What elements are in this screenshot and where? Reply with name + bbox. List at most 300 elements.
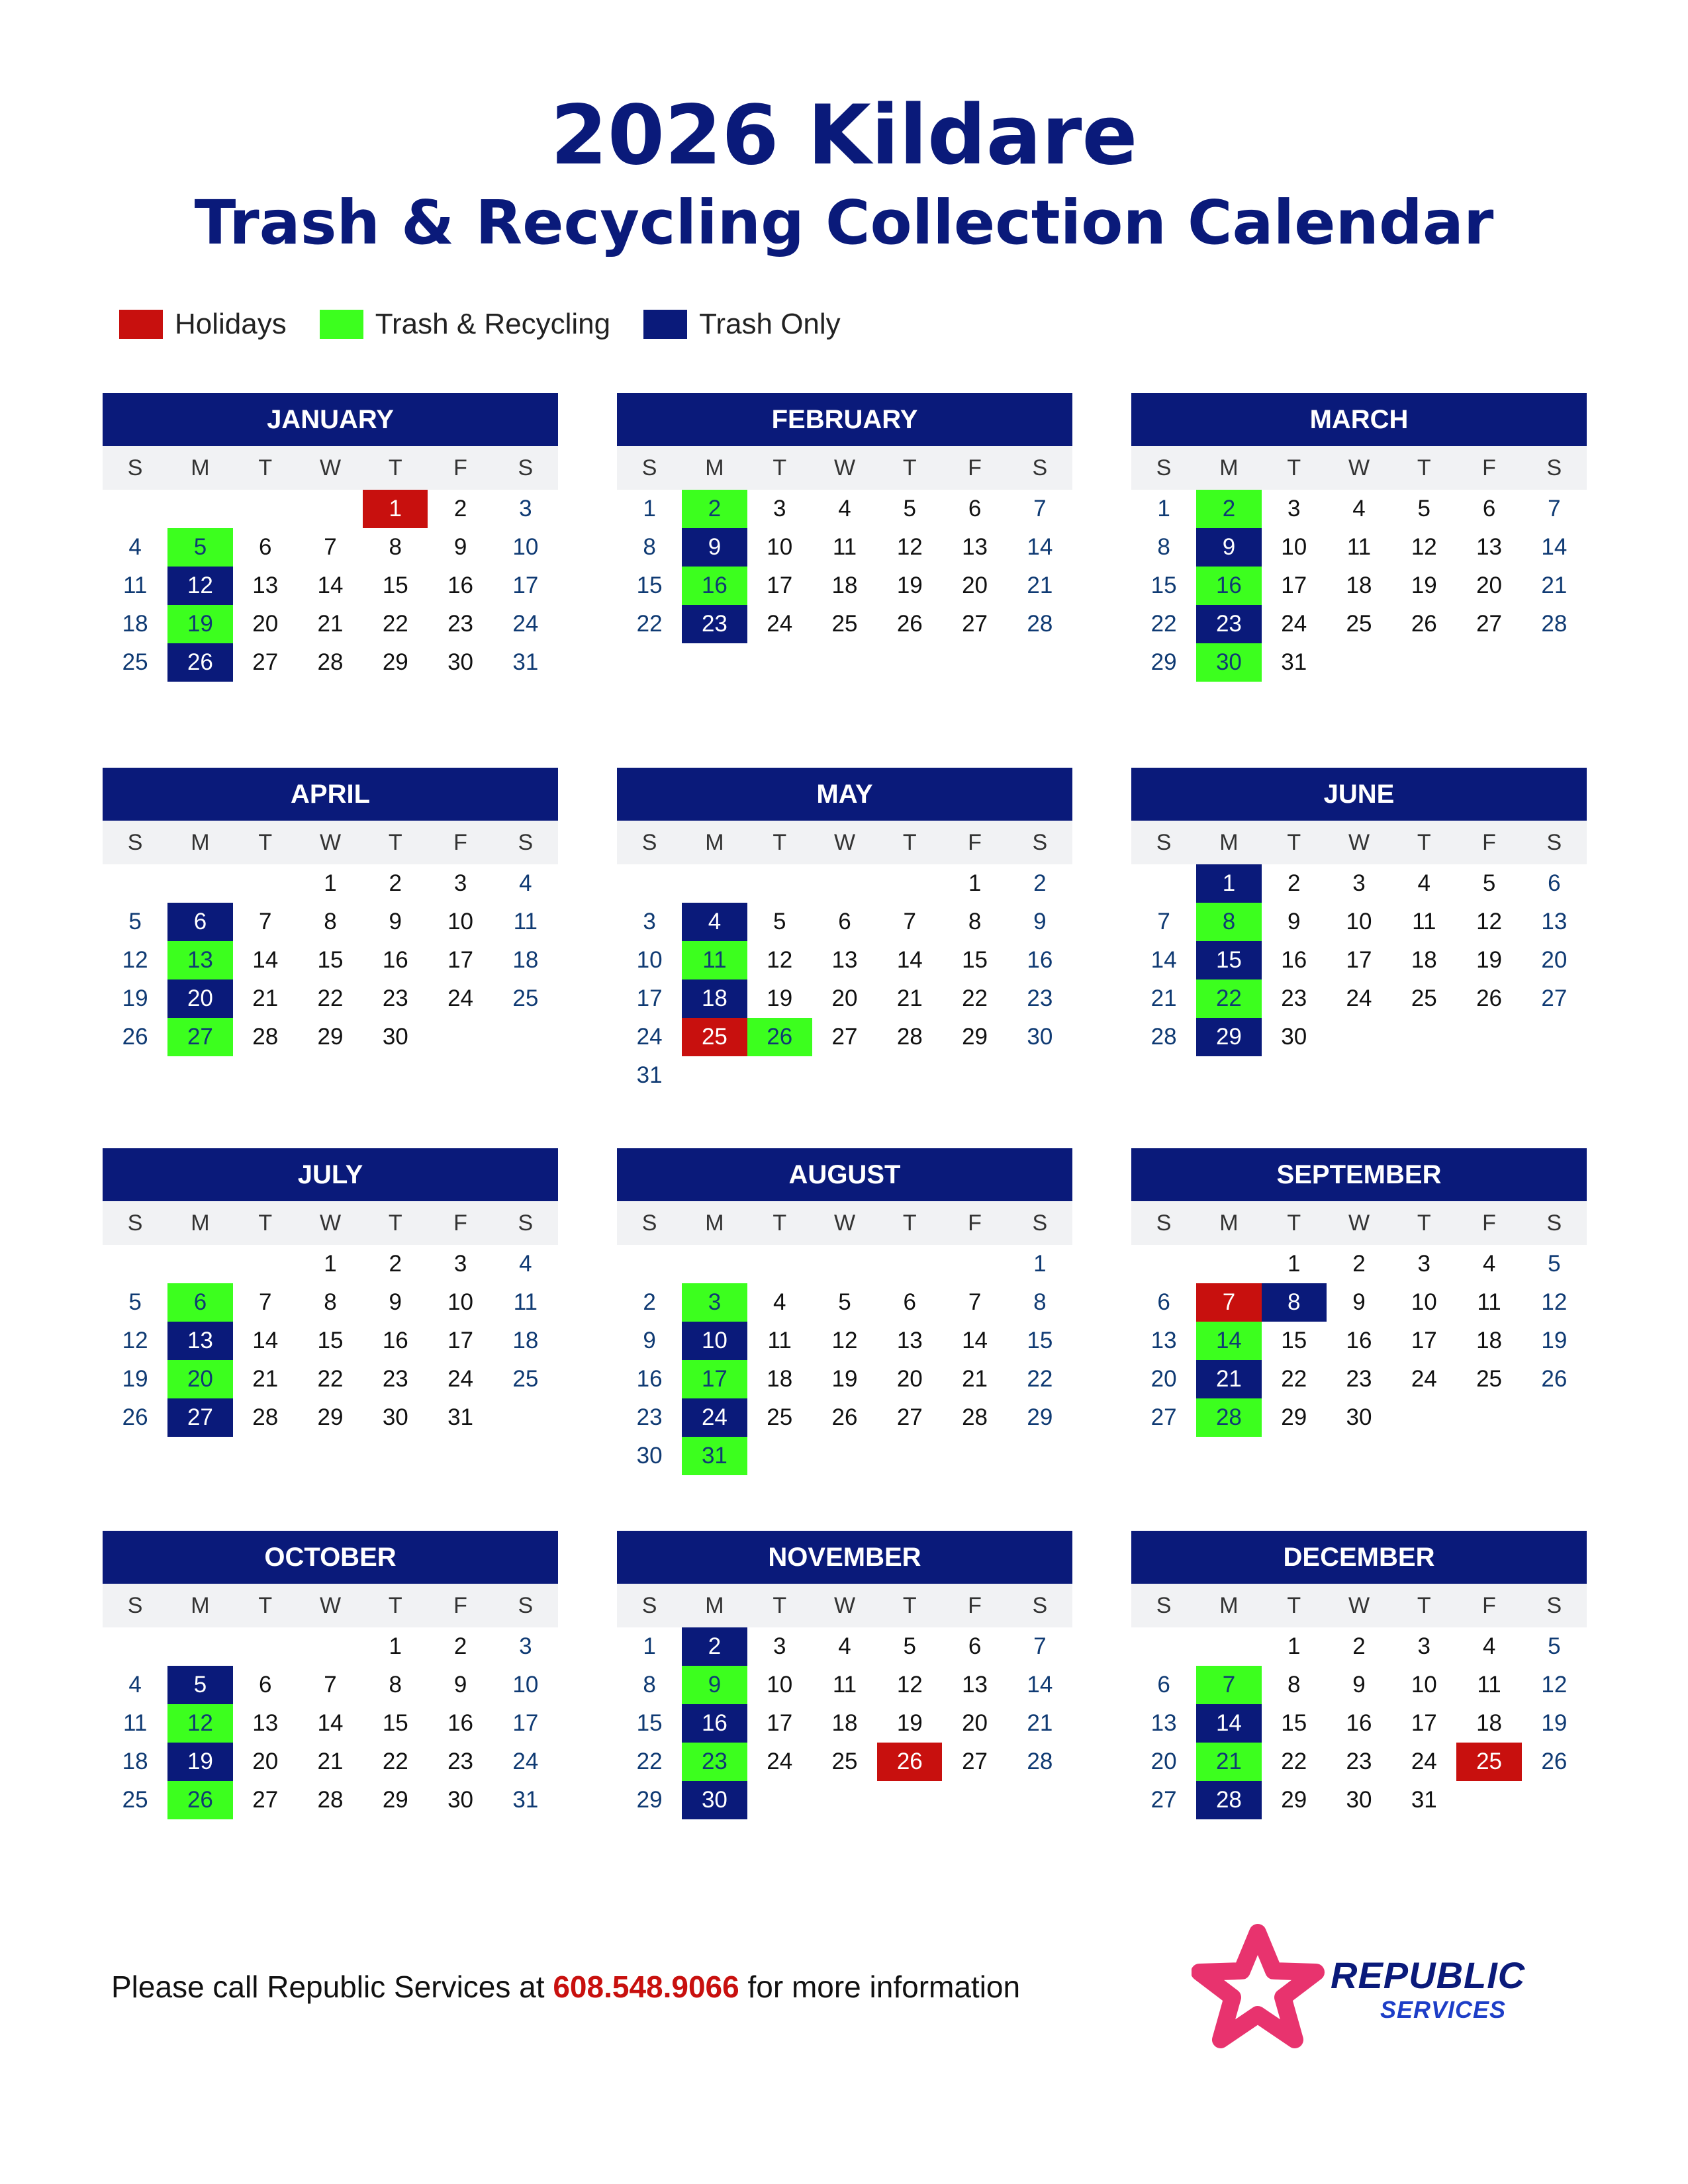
- empty-cell: [298, 490, 363, 528]
- weekday-label: T: [388, 455, 402, 480]
- day-cell-regular: 15: [636, 572, 663, 598]
- day-cell-regular: 13: [896, 1328, 923, 1353]
- weekday-label: M: [191, 1593, 210, 1618]
- weekday-label: T: [1287, 1593, 1301, 1618]
- day-cell-regular: 4: [519, 1251, 532, 1277]
- month-august: [617, 1148, 1072, 1475]
- day-cell-regular: 2: [389, 1251, 402, 1277]
- day-cell-regular: 30: [447, 1787, 474, 1813]
- day-cell-regular: 20: [962, 1710, 988, 1736]
- day-cell-holiday: 7: [1196, 1283, 1261, 1322]
- day-cell-trash-only: 14: [1196, 1704, 1261, 1743]
- day-cell-regular: 10: [1281, 534, 1307, 560]
- day-cell-regular: 28: [1027, 611, 1053, 637]
- day-cell-regular: 13: [962, 1672, 988, 1698]
- day-cell-regular: 9: [453, 534, 467, 560]
- day-cell-regular: 9: [389, 1289, 402, 1315]
- weekday-label: W: [1348, 1593, 1370, 1618]
- weekday-label: S: [1156, 1593, 1172, 1618]
- day-cell-regular: 11: [513, 1289, 538, 1315]
- day-cell-trash-only: 10: [682, 1322, 747, 1360]
- footer-suffix: for more information: [739, 1970, 1021, 2004]
- weekday-label: T: [1417, 1210, 1431, 1236]
- weekday-header: [617, 821, 1072, 864]
- day-cell-regular: 10: [512, 1672, 539, 1698]
- day-cell-regular: 16: [447, 1710, 474, 1736]
- day-cell-regular: 3: [1417, 1633, 1431, 1659]
- day-cell-regular: 2: [1352, 1633, 1366, 1659]
- day-cell-regular: 22: [1281, 1366, 1307, 1392]
- weekday-label: F: [968, 455, 982, 480]
- month-april: [103, 768, 558, 1056]
- legend-label-holidays: Holidays: [175, 308, 287, 340]
- month-march: [1131, 393, 1587, 682]
- weekday-label: S: [1032, 1593, 1048, 1618]
- day-cell-regular: 12: [1476, 909, 1503, 934]
- month-january: [103, 393, 558, 682]
- weekday-label: T: [1287, 1210, 1301, 1236]
- day-cell-regular: 15: [636, 1710, 663, 1736]
- day-cell-regular: 19: [896, 1710, 923, 1736]
- day-cell-regular: 18: [1346, 572, 1372, 598]
- day-cell-regular: 18: [512, 947, 539, 973]
- day-cell-regular: 15: [962, 947, 988, 973]
- day-cell-regular: 3: [1352, 870, 1366, 896]
- day-cell-regular: 30: [1027, 1024, 1053, 1050]
- day-cell-regular: 26: [1541, 1749, 1568, 1774]
- day-cell-regular: 18: [122, 1749, 148, 1774]
- day-cell-regular: 1: [1287, 1251, 1301, 1277]
- day-cell-regular: 11: [122, 1710, 148, 1736]
- weekday-label: S: [518, 455, 534, 480]
- footer-note: [111, 1969, 1020, 2005]
- day-cell-regular: 25: [512, 985, 539, 1011]
- day-cell-regular: 14: [1027, 534, 1053, 560]
- month-july: [103, 1148, 558, 1437]
- day-cell-regular: 4: [838, 1633, 851, 1659]
- day-cell-regular: 18: [1411, 947, 1437, 973]
- day-cell-regular: 20: [252, 611, 279, 637]
- day-cell-regular: 2: [1352, 1251, 1366, 1277]
- day-cell-regular: 14: [962, 1328, 988, 1353]
- day-cell-regular: 22: [962, 985, 988, 1011]
- empty-cell: [617, 1245, 682, 1283]
- day-cell-regular: 27: [1541, 985, 1568, 1011]
- day-cell-trash-recycling: 23: [682, 1743, 747, 1781]
- day-cell-regular: 27: [1150, 1404, 1177, 1430]
- day-cell-regular: 6: [838, 909, 851, 934]
- day-cell-regular: 5: [128, 1289, 142, 1315]
- empty-cell: [103, 1245, 167, 1283]
- weekday-label: S: [1032, 455, 1048, 480]
- weekday-header: [103, 821, 558, 864]
- day-cell-regular: 27: [962, 611, 988, 637]
- day-cell-regular: 7: [1033, 1633, 1047, 1659]
- day-cell-trash-only: 26: [167, 643, 232, 682]
- day-cell-regular: 17: [447, 947, 474, 973]
- day-cell-regular: 13: [962, 534, 988, 560]
- day-cell-regular: 19: [896, 572, 923, 598]
- day-cell-regular: 19: [767, 985, 793, 1011]
- day-cell-trash-recycling: 3: [682, 1283, 747, 1322]
- day-cell-regular: 19: [1541, 1710, 1568, 1736]
- day-cell-regular: 15: [1281, 1710, 1307, 1736]
- day-cell-regular: 7: [258, 1289, 272, 1315]
- day-cell-regular: 17: [512, 1710, 539, 1736]
- empty-cell: [877, 1245, 942, 1283]
- weekday-label: W: [1348, 455, 1370, 480]
- day-cell-regular: 19: [831, 1366, 858, 1392]
- day-cell-regular: 14: [896, 947, 923, 973]
- day-cell-trash-only: 19: [167, 1743, 232, 1781]
- weekday-label: F: [1482, 830, 1496, 855]
- day-cell-regular: 31: [1281, 649, 1307, 675]
- day-cell-regular: 6: [1482, 496, 1496, 522]
- day-cell-regular: 10: [512, 534, 539, 560]
- day-grid: [103, 1245, 558, 1437]
- legend-item-trash-only: [643, 308, 841, 341]
- day-cell-regular: 7: [1157, 909, 1170, 934]
- month-title: OCTOBER: [103, 1531, 558, 1584]
- page-subtitle: Trash & Recycling Collection Calendar: [194, 187, 1494, 258]
- day-cell-regular: 8: [643, 1672, 656, 1698]
- weekday-label: S: [1546, 830, 1562, 855]
- weekday-label: T: [258, 1210, 273, 1236]
- day-cell-trash-recycling: 17: [682, 1360, 747, 1398]
- legend-label-trash-recycling: Trash & Recycling: [375, 308, 611, 340]
- legend: [119, 304, 874, 344]
- day-cell-regular: 11: [1477, 1672, 1501, 1698]
- day-cell-trash-recycling: 27: [167, 1018, 232, 1056]
- day-cell-regular: 18: [831, 572, 858, 598]
- day-cell-regular: 20: [962, 572, 988, 598]
- day-cell-regular: 9: [1352, 1289, 1366, 1315]
- day-cell-regular: 1: [968, 870, 982, 896]
- page-title: 2026 Kildare: [550, 88, 1138, 183]
- day-cell-regular: 13: [252, 1710, 279, 1736]
- day-cell-regular: 25: [1411, 985, 1437, 1011]
- day-cell-regular: 26: [122, 1404, 148, 1430]
- day-cell-regular: 30: [1281, 1024, 1307, 1050]
- day-cell-regular: 8: [968, 909, 982, 934]
- day-cell-regular: 20: [252, 1749, 279, 1774]
- empty-cell: [298, 1627, 363, 1666]
- day-cell-regular: 18: [1476, 1710, 1503, 1736]
- day-cell-trash-only: 28: [1196, 1781, 1261, 1819]
- day-cell-regular: 22: [317, 1366, 344, 1392]
- day-cell-regular: 8: [1157, 534, 1170, 560]
- day-cell-regular: 27: [252, 649, 279, 675]
- weekday-label: T: [1417, 1593, 1431, 1618]
- day-cell-regular: 12: [896, 1672, 923, 1698]
- weekday-label: S: [1032, 1210, 1048, 1236]
- legend-item-holidays: [119, 308, 287, 341]
- weekday-label: S: [518, 1593, 534, 1618]
- empty-cell: [167, 864, 232, 903]
- day-cell-regular: 6: [258, 534, 272, 560]
- day-cell-regular: 2: [389, 870, 402, 896]
- day-cell-regular: 14: [317, 1710, 344, 1736]
- empty-cell: [1131, 864, 1196, 903]
- day-cell-regular: 17: [636, 985, 663, 1011]
- day-cell-regular: 23: [382, 985, 408, 1011]
- weekday-label: T: [258, 830, 273, 855]
- month-title: DECEMBER: [1131, 1531, 1587, 1584]
- day-cell-regular: 9: [1352, 1672, 1366, 1698]
- day-cell-regular: 28: [252, 1024, 279, 1050]
- empty-cell: [1196, 1627, 1261, 1666]
- day-cell-trash-only: 1: [1196, 864, 1261, 903]
- weekday-label: T: [902, 830, 917, 855]
- day-grid: [103, 1627, 558, 1819]
- day-cell-regular: 2: [453, 1633, 467, 1659]
- day-cell-regular: 22: [636, 611, 663, 637]
- weekday-label: T: [773, 830, 787, 855]
- weekday-label: M: [191, 455, 210, 480]
- weekday-label: M: [191, 830, 210, 855]
- day-cell-trash-only: 24: [682, 1398, 747, 1437]
- day-cell-regular: 20: [1541, 947, 1568, 973]
- weekday-header: [103, 1584, 558, 1627]
- weekday-label: T: [388, 830, 402, 855]
- day-cell-regular: 20: [1150, 1749, 1177, 1774]
- day-cell-trash-recycling: 21: [1196, 1743, 1261, 1781]
- day-cell-regular: 5: [1548, 1633, 1561, 1659]
- day-cell-regular: 11: [513, 909, 538, 934]
- day-cell-regular: 9: [453, 1672, 467, 1698]
- day-cell-trash-only: 9: [1196, 528, 1261, 567]
- day-cell-regular: 6: [258, 1672, 272, 1698]
- day-cell-regular: 20: [1476, 572, 1503, 598]
- day-cell-regular: 5: [1482, 870, 1496, 896]
- day-cell-regular: 14: [252, 1328, 279, 1353]
- day-cell-trash-only: 5: [167, 1666, 232, 1704]
- weekday-header: [617, 446, 1072, 490]
- day-cell-regular: 28: [896, 1024, 923, 1050]
- day-cell-regular: 16: [1027, 947, 1053, 973]
- day-cell-regular: 29: [1281, 1787, 1307, 1813]
- month-june: [1131, 768, 1587, 1056]
- weekday-label: W: [833, 830, 856, 855]
- day-cell-trash-only: 27: [167, 1398, 232, 1437]
- day-cell-regular: 18: [831, 1710, 858, 1736]
- month-february: [617, 393, 1072, 643]
- day-cell-trash-recycling: 7: [1196, 1666, 1261, 1704]
- empty-cell: [942, 1245, 1007, 1283]
- day-cell-regular: 28: [962, 1404, 988, 1430]
- day-cell-regular: 14: [1541, 534, 1568, 560]
- weekday-label: T: [773, 455, 787, 480]
- empty-cell: [682, 1245, 747, 1283]
- day-grid: [1131, 490, 1587, 682]
- day-cell-regular: 13: [1541, 909, 1568, 934]
- day-cell-regular: 24: [512, 611, 539, 637]
- weekday-label: W: [319, 830, 342, 855]
- day-cell-regular: 4: [128, 1672, 142, 1698]
- weekday-label: T: [1287, 830, 1301, 855]
- day-grid: [103, 864, 558, 1056]
- day-cell-regular: 30: [382, 1024, 408, 1050]
- footer-phone[interactable]: 608.548.9066: [553, 1970, 739, 2004]
- day-cell-regular: 12: [831, 1328, 858, 1353]
- day-cell-regular: 10: [1411, 1672, 1437, 1698]
- weekday-label: T: [773, 1593, 787, 1618]
- weekday-label: M: [1219, 830, 1239, 855]
- day-cell-regular: 29: [382, 649, 408, 675]
- weekday-label: M: [705, 1593, 724, 1618]
- month-december: [1131, 1531, 1587, 1819]
- day-cell-regular: 12: [1541, 1289, 1568, 1315]
- day-cell-regular: 28: [1150, 1024, 1177, 1050]
- day-cell-regular: 2: [1287, 870, 1301, 896]
- day-cell-regular: 10: [1411, 1289, 1437, 1315]
- day-cell-regular: 12: [1411, 534, 1437, 560]
- weekday-label: T: [258, 1593, 273, 1618]
- day-cell-regular: 10: [767, 1672, 793, 1698]
- day-cell-trash-only: 9: [682, 528, 747, 567]
- day-cell-regular: 22: [1027, 1366, 1053, 1392]
- day-cell-regular: 3: [519, 1633, 532, 1659]
- day-cell-regular: 17: [767, 572, 793, 598]
- day-cell-regular: 16: [1281, 947, 1307, 973]
- day-cell-regular: 9: [1287, 909, 1301, 934]
- day-cell-regular: 6: [1157, 1289, 1170, 1315]
- day-cell-regular: 2: [453, 496, 467, 522]
- day-cell-regular: 11: [767, 1328, 792, 1353]
- day-cell-regular: 5: [903, 1633, 917, 1659]
- day-cell-regular: 27: [252, 1787, 279, 1813]
- day-cell-trash-only: 18: [682, 979, 747, 1018]
- day-cell-regular: 30: [1346, 1404, 1372, 1430]
- day-cell-trash-recycling: 13: [167, 941, 232, 979]
- day-cell-regular: 10: [636, 947, 663, 973]
- day-cell-regular: 7: [324, 1672, 337, 1698]
- day-cell-trash-recycling: 2: [1196, 490, 1261, 528]
- day-cell-trash-only: 23: [1196, 605, 1261, 643]
- day-cell-regular: 22: [1281, 1749, 1307, 1774]
- day-cell-regular: 15: [1281, 1328, 1307, 1353]
- day-cell-regular: 17: [1411, 1710, 1437, 1736]
- day-cell-regular: 19: [122, 1366, 148, 1392]
- day-cell-regular: 13: [831, 947, 858, 973]
- day-cell-regular: 26: [1411, 611, 1437, 637]
- empty-cell: [103, 1627, 167, 1666]
- day-cell-regular: 29: [962, 1024, 988, 1050]
- day-cell-regular: 31: [512, 649, 539, 675]
- weekday-label: S: [127, 1593, 143, 1618]
- day-cell-regular: 12: [767, 947, 793, 973]
- day-cell-regular: 5: [773, 909, 786, 934]
- day-cell-regular: 7: [258, 909, 272, 934]
- empty-cell: [167, 1245, 232, 1283]
- weekday-label: S: [518, 830, 534, 855]
- weekday-label: W: [319, 1210, 342, 1236]
- day-cell-regular: 16: [447, 572, 474, 598]
- day-cell-regular: 6: [903, 1289, 917, 1315]
- day-cell-regular: 6: [1157, 1672, 1170, 1698]
- day-cell-trash-only: 30: [682, 1781, 747, 1819]
- day-cell-regular: 11: [832, 534, 857, 560]
- empty-cell: [1131, 1627, 1196, 1666]
- month-title: AUGUST: [617, 1148, 1072, 1201]
- day-cell-holiday: 25: [1456, 1743, 1521, 1781]
- day-cell-trash-only: 23: [682, 605, 747, 643]
- day-cell-regular: 22: [317, 985, 344, 1011]
- weekday-label: T: [388, 1593, 402, 1618]
- weekday-label: M: [191, 1210, 210, 1236]
- day-cell-regular: 20: [896, 1366, 923, 1392]
- day-cell-regular: 19: [1476, 947, 1503, 973]
- day-cell-regular: 17: [1281, 572, 1307, 598]
- day-cell-regular: 3: [1417, 1251, 1431, 1277]
- month-title: APRIL: [103, 768, 558, 821]
- month-title: NOVEMBER: [617, 1531, 1072, 1584]
- day-cell-regular: 5: [903, 496, 917, 522]
- day-cell-regular: 31: [447, 1404, 474, 1430]
- day-grid: [617, 1245, 1072, 1475]
- day-cell-trash-recycling: 5: [167, 528, 232, 567]
- day-cell-trash-recycling: 22: [1196, 979, 1261, 1018]
- day-cell-regular: 26: [1541, 1366, 1568, 1392]
- day-cell-regular: 20: [1150, 1366, 1177, 1392]
- weekday-label: S: [1032, 830, 1048, 855]
- day-cell-regular: 27: [831, 1024, 858, 1050]
- day-cell-regular: 4: [773, 1289, 786, 1315]
- month-may: [617, 768, 1072, 1095]
- day-cell-regular: 14: [1027, 1672, 1053, 1698]
- day-cell-regular: 4: [1482, 1251, 1496, 1277]
- day-cell-regular: 15: [1027, 1328, 1053, 1353]
- day-cell-regular: 30: [447, 649, 474, 675]
- weekday-label: T: [902, 1210, 917, 1236]
- day-cell-regular: 14: [252, 947, 279, 973]
- day-cell-regular: 28: [252, 1404, 279, 1430]
- day-cell-regular: 7: [968, 1289, 982, 1315]
- day-cell-regular: 11: [1346, 534, 1372, 560]
- weekday-header: [617, 1584, 1072, 1627]
- day-cell-trash-recycling: 16: [682, 567, 747, 605]
- day-grid: [617, 1627, 1072, 1819]
- day-cell-regular: 19: [122, 985, 148, 1011]
- day-cell-regular: 1: [389, 1633, 402, 1659]
- day-cell-regular: 8: [1033, 1289, 1047, 1315]
- day-cell-regular: 5: [838, 1289, 851, 1315]
- day-cell-trash-recycling: 16: [1196, 567, 1261, 605]
- day-cell-regular: 23: [1027, 985, 1053, 1011]
- weekday-label: M: [1219, 1210, 1239, 1236]
- day-cell-regular: 23: [447, 611, 474, 637]
- weekday-label: F: [453, 455, 467, 480]
- day-cell-regular: 10: [447, 1289, 474, 1315]
- weekday-label: S: [1546, 1593, 1562, 1618]
- day-cell-regular: 27: [896, 1404, 923, 1430]
- day-grid: [103, 490, 558, 682]
- weekday-label: T: [388, 1210, 402, 1236]
- legend-item-trash-recycling: [320, 308, 610, 341]
- day-cell-trash-recycling: 26: [167, 1781, 232, 1819]
- day-cell-regular: 21: [252, 1366, 279, 1392]
- day-cell-regular: 9: [643, 1328, 656, 1353]
- month-title: FEBRUARY: [617, 393, 1072, 446]
- day-cell-regular: 1: [324, 870, 337, 896]
- day-cell-regular: 9: [389, 909, 402, 934]
- weekday-label: S: [127, 1210, 143, 1236]
- legend-swatch-trash-recycling: [320, 310, 363, 339]
- day-cell-regular: 14: [1150, 947, 1177, 973]
- weekday-label: T: [773, 1210, 787, 1236]
- weekday-label: S: [127, 830, 143, 855]
- day-cell-regular: 5: [1548, 1251, 1561, 1277]
